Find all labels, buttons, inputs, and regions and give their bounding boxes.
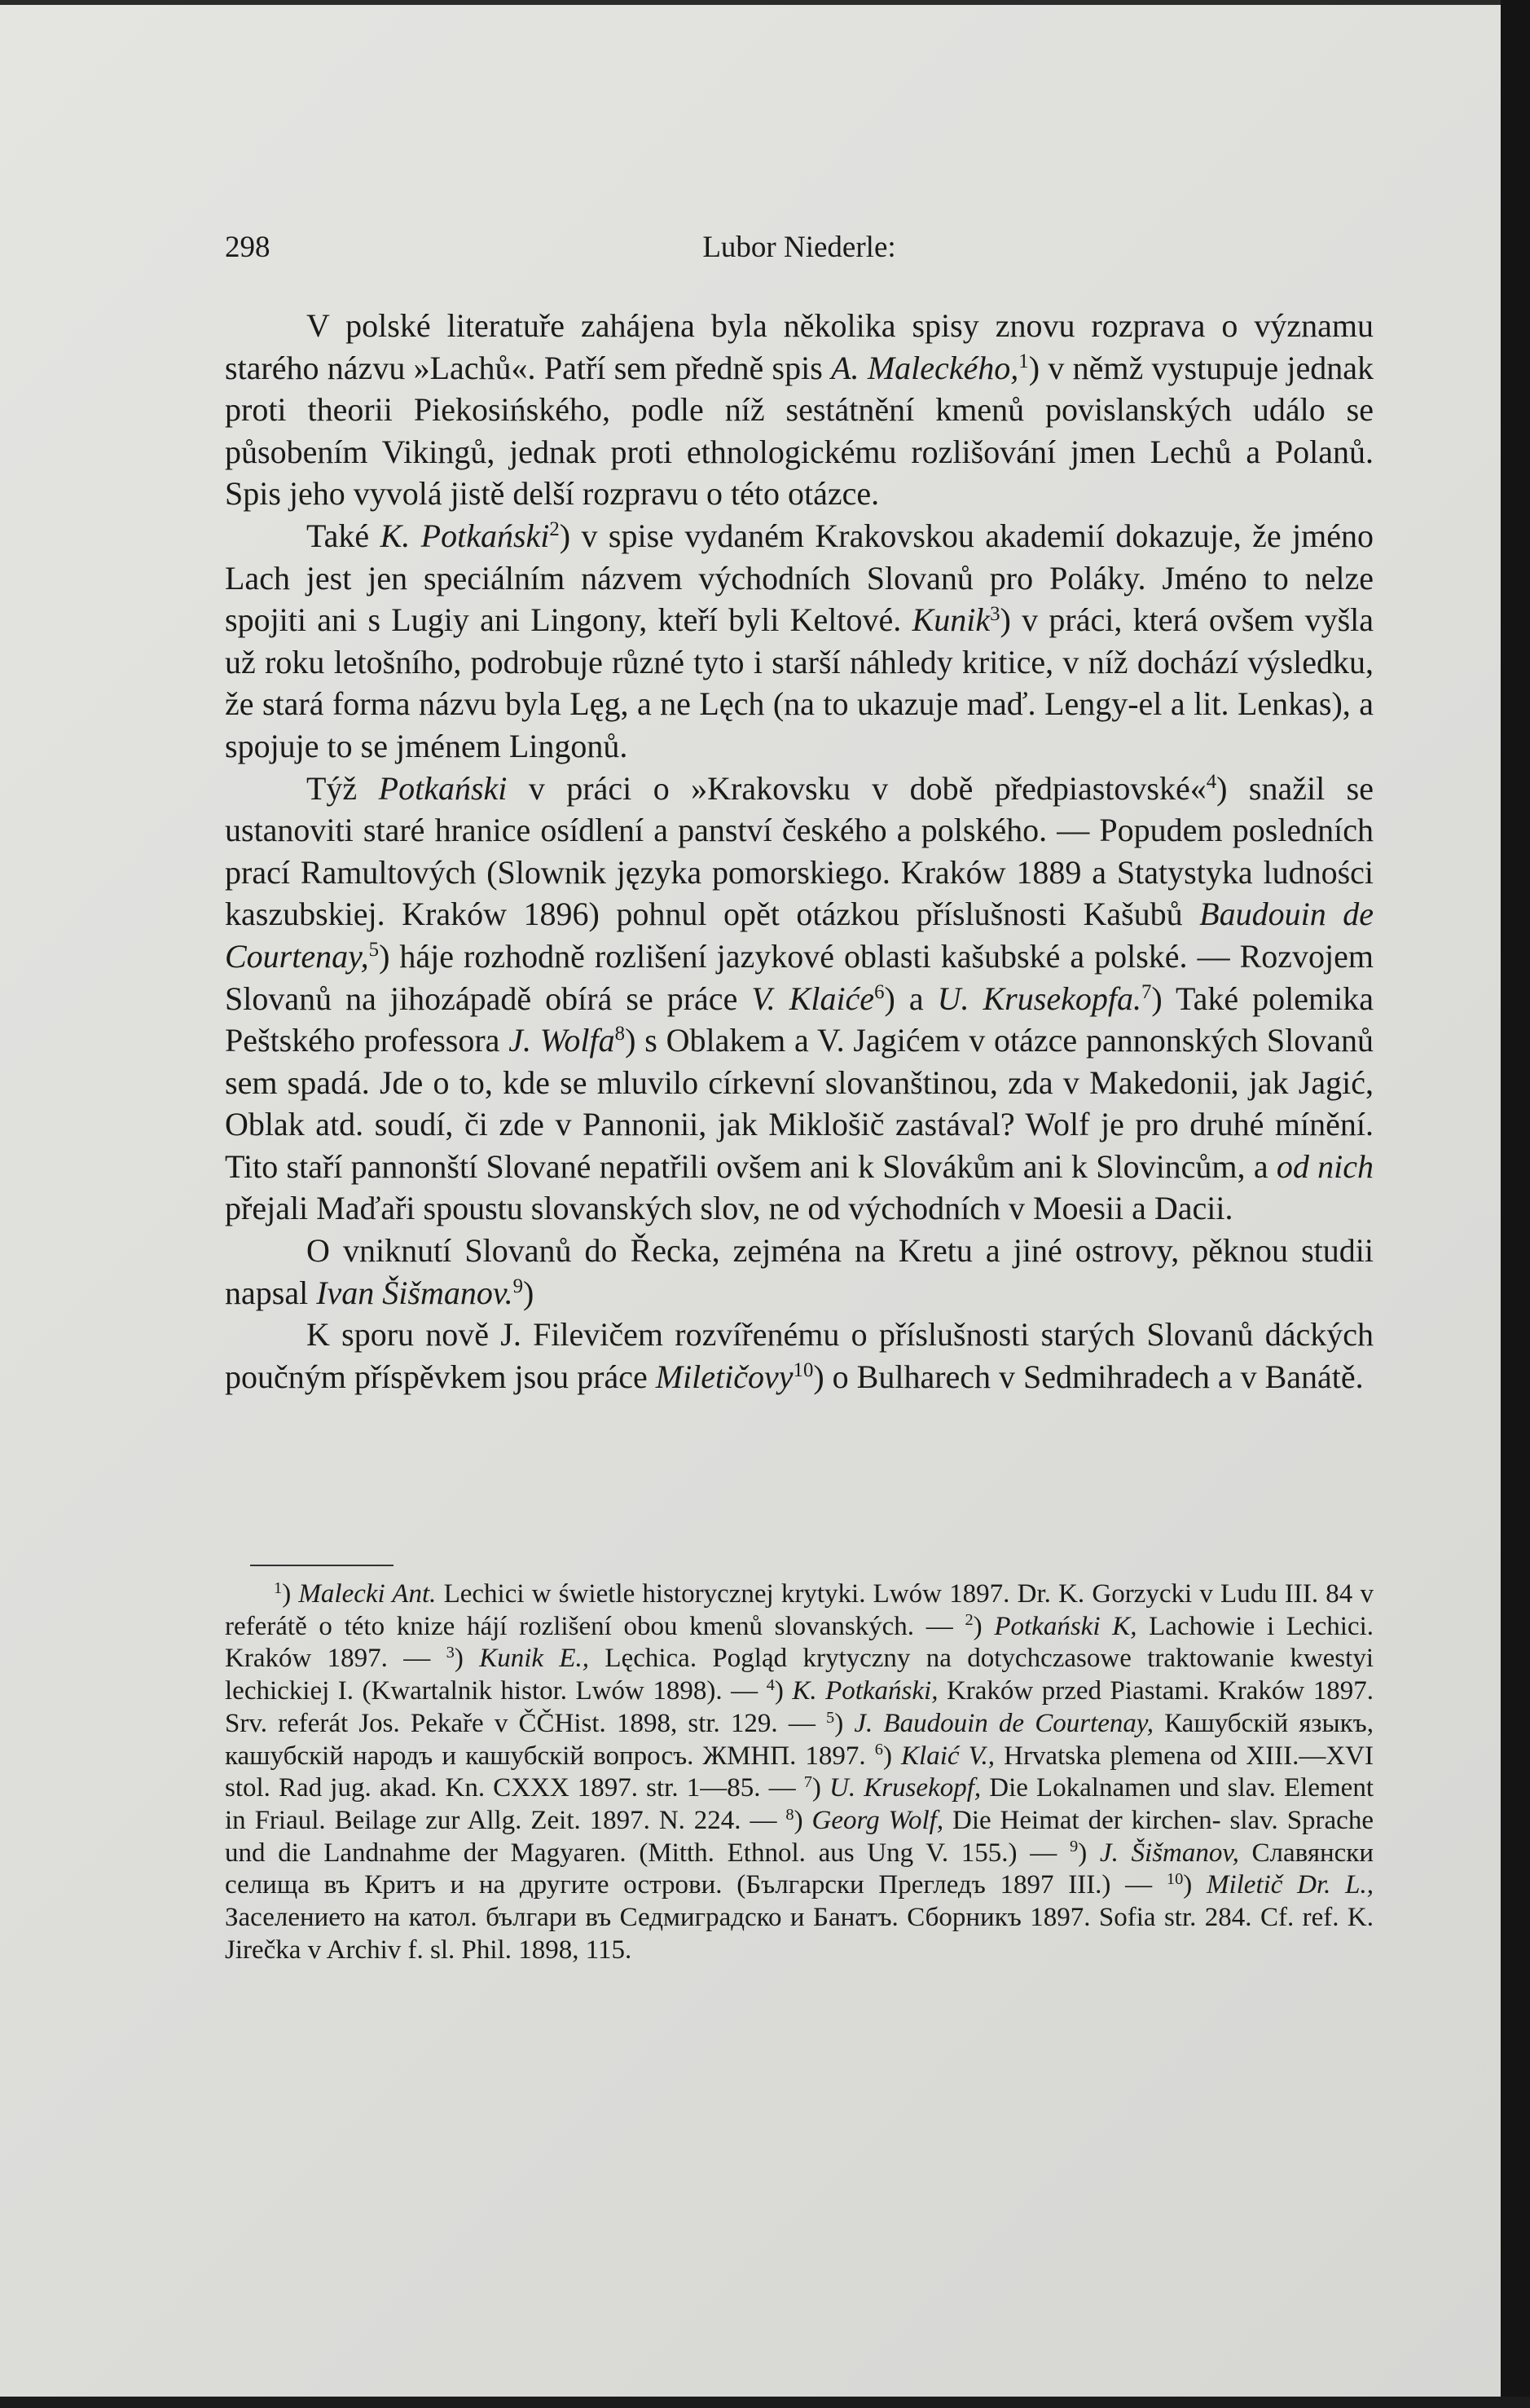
footnote-number: 6 — [874, 1741, 883, 1759]
footnote-ref: 5 — [368, 939, 380, 962]
author-name: J. Wolfa — [508, 1022, 615, 1059]
footnote-ref: 4 — [1206, 770, 1217, 793]
footnotes — [225, 1578, 1374, 1966]
footnote-ref: 8 — [614, 1023, 626, 1046]
author-name: Miletičovy — [655, 1358, 794, 1395]
running-head: Lubor Niederle: — [702, 231, 896, 264]
emphasis: od nich — [1276, 1147, 1374, 1185]
author-name: A. Maleckého, — [831, 349, 1019, 386]
footnote-number: 9 — [1069, 1838, 1079, 1856]
author-name: Ivan Šišmanov. — [316, 1274, 513, 1311]
footnote-author: Georg Wolf, — [811, 1805, 944, 1835]
footnote-ref: 9 — [512, 1275, 524, 1298]
footnote-author: K. Potkański, — [792, 1676, 939, 1706]
footnote-author: J. Baudouin de Courtenay, — [854, 1708, 1154, 1738]
footnote-ref: 3 — [990, 602, 1000, 625]
page-header — [225, 230, 1374, 271]
footnote-ref: 10 — [793, 1359, 814, 1382]
footnote-ref: 2 — [549, 518, 560, 541]
paragraph-2: Také K. Potkański$^2$) v spise vydaném Krakovskou akademií dokazuje, že jméno Lach jest jen speciálním názvem východních Slovanů pro Poláky. Jméno to nelze spojiti ani s Lugiy ani Lingony, kteří byli Keltové. Kunik$^3$) v práci, která ovšem vyšla už roku letošního, podrobuje různé tyto i starší náhledy kritice, v níž dochází výsledku, že stará forma názvu byla Lęg, a ne Lęch (na to ukazuje maď. Lengy-el a lit. Lenkas), a spojuje to se jménem Lingonů. — [225, 517, 1374, 764]
author-name: V. Klaiće — [751, 979, 875, 1017]
paragraph-3: Týž Potkański v práci o »Krakovsku v době předpiastovské«$^4$) snažil se ustanoviti staré hranice osídlení a panství českého a polského. — Popudem posledních prací Ramultových (Slownik języka pomorskiego. Kraków 1889 a Statystyka ludności kaszubskiej. Kraków 1896) pohnul opět otázkou příslušnosti Kašubů Baudouin de Courtenay,$^5$) háje rozhodně rozlišení jazykové oblasti kašubské a polské. — Rozvojem Slovanů na jihozápadě obírá se práce V. Klaiće$^6$) a U. Krusekopfa.$^7$) Také polemika Peštského professora J. Wolfa$^8$) s Oblakem a V. Jagićem v otázce pannonských Slovanů sem spadá. Jde o to, kde se mluvilo církevní slovanštinou, zda v Makedonii, jak Jagić, Oblak atd. soudí, či zde v Pannonii, jak Miklošič zastával? Wolf je pro druhé mínění. Tito staří pannonští Slované nepatřili ovšem ani k Slovákům ani k Slovincům, a od nich přejali Maďaři spoustu slovanských slov, ne od východních v Moesii a Dacii. — [225, 769, 1374, 1227]
footnote-ref: 6 — [874, 980, 885, 1003]
footnote-author: U. Krusekopf, — [829, 1773, 982, 1803]
footnote-rule — [250, 1565, 393, 1566]
footnote-number: 10 — [1166, 1870, 1184, 1889]
footnote-ref: 7 — [1141, 980, 1152, 1003]
author-name: Potkański — [378, 769, 508, 807]
paragraph-4: O vniknutí Slovanů do Řecka, zejména na Kretu a jiné ostrovy, pěknou studii napsal Ivan Šišmanov.$^9$) — [225, 1232, 1374, 1311]
paragraph-1: V polské literatuře zahájena byla několika spisy znovu rozprava o významu starého názvu »Lachů«. Patří sem předně spis A. Maleckého,$^1$) v němž vystupuje jednak proti theorii Piekosińského, podle níž sestátnění kmenů povislanských událo se působením Vikingů, jednak proti ethnologickému rozlišování jmen Lechů a Polanů. Spis jeho vyvolá jistě delší rozpravu o této otázce. — [225, 307, 1374, 513]
footnote-number: 8 — [785, 1805, 794, 1824]
author-name: Kunik — [912, 601, 991, 639]
scan-edge-right — [1501, 0, 1530, 2408]
scan-edge-bottom — [0, 2397, 1530, 2408]
scan-edge-top — [0, 0, 1530, 5]
author-name: K. Potkański — [380, 517, 550, 554]
page-number: 298 — [225, 231, 270, 264]
footnote-author: Malecki Ant. — [298, 1579, 437, 1609]
footnote-number: 7 — [803, 1772, 812, 1791]
footnote-number: 3 — [446, 1644, 455, 1662]
footnote-ref: 1 — [1018, 350, 1029, 372]
author-name: Baudouin de Courtenay, — [225, 896, 1374, 975]
footnote-author: Potkański K, — [994, 1611, 1137, 1641]
paragraph-5: K sporu nově J. Filevičem rozvířenému o příslušnosti starých Slovanů dáckých poučným příspěvkem jsou práce Miletičovy$^{10}$) o Bulharech v Sedmihradech a v Banátě. — [225, 1316, 1374, 1395]
footnote-author: Miletič Dr. L., — [1206, 1870, 1374, 1900]
footnote-author: Klaić V., — [901, 1741, 996, 1771]
author-name: U. Krusekopfa. — [937, 979, 1141, 1017]
footnote-number: 2 — [965, 1611, 974, 1630]
footnote-author: J. Šišmanov, — [1099, 1838, 1239, 1868]
body-text — [225, 305, 1374, 1398]
footnote-author: Kunik E., — [479, 1644, 590, 1674]
footnote-block: $^1$) Malecki Ant. Lechici w świetle historycznej krytyki. Lwów 1897. Dr. K. Gorzycki v Ludu III. 84 v referátě o této knize hájí rozlišení obou kmenů slovanských. — $^2$) Potkański K, Lachowie i Lechici. Kraków 1897. — $^3$) Kunik E., Lęchica. Pogląd krytyczny na dotychczasowe traktowanie kwestyi lechickiej I. (Kwartalnik histor. Lwów 1898). — $^4$) K. Potkański, Kraków przed Piastami. Kraków 1897. Srv. referát Jos. Pekaře v ČČHist. 1898, str. 129. — $^5$) J. Baudouin de Courtenay, Кашубскій языкъ, кашубскій народъ и кашубскій вопросъ. ЖМНП. 1897. $^6$) Klaić V., Hrvatska plemena od XIII.—XVI stol. Rad jug. akad. Kn. CXXX 1897. str. 1—85. — $^7$) U. Krusekopf, Die Lokalnamen und slav. Element in Friaul. Beilage zur Allg. Zeit. 1897. N. 224. — $^8$) Georg Wolf, Die Heimat der kirchen- slav. Sprache und die Landnahme der Magyaren. (Mitth. Ethnol. aus Ung V. 155.) — $^9$) J. Šišmanov, Славянски селища въ Критъ и на другите острови. (Български Прегледъ 1897 III.) — $^{10}$) Miletič Dr. L., Заселението на катол. българи въ Седмиградско и Банатъ. Сборникъ 1897. Sofia str. 284. Cf. ref. K. Jirečka v Archiv f. sl. Phil. 1898, 115. — [225, 1578, 1374, 1965]
footnote-number: 4 — [766, 1675, 775, 1694]
footnote-number: 5 — [826, 1708, 835, 1727]
footnote-number: 1 — [274, 1578, 283, 1597]
